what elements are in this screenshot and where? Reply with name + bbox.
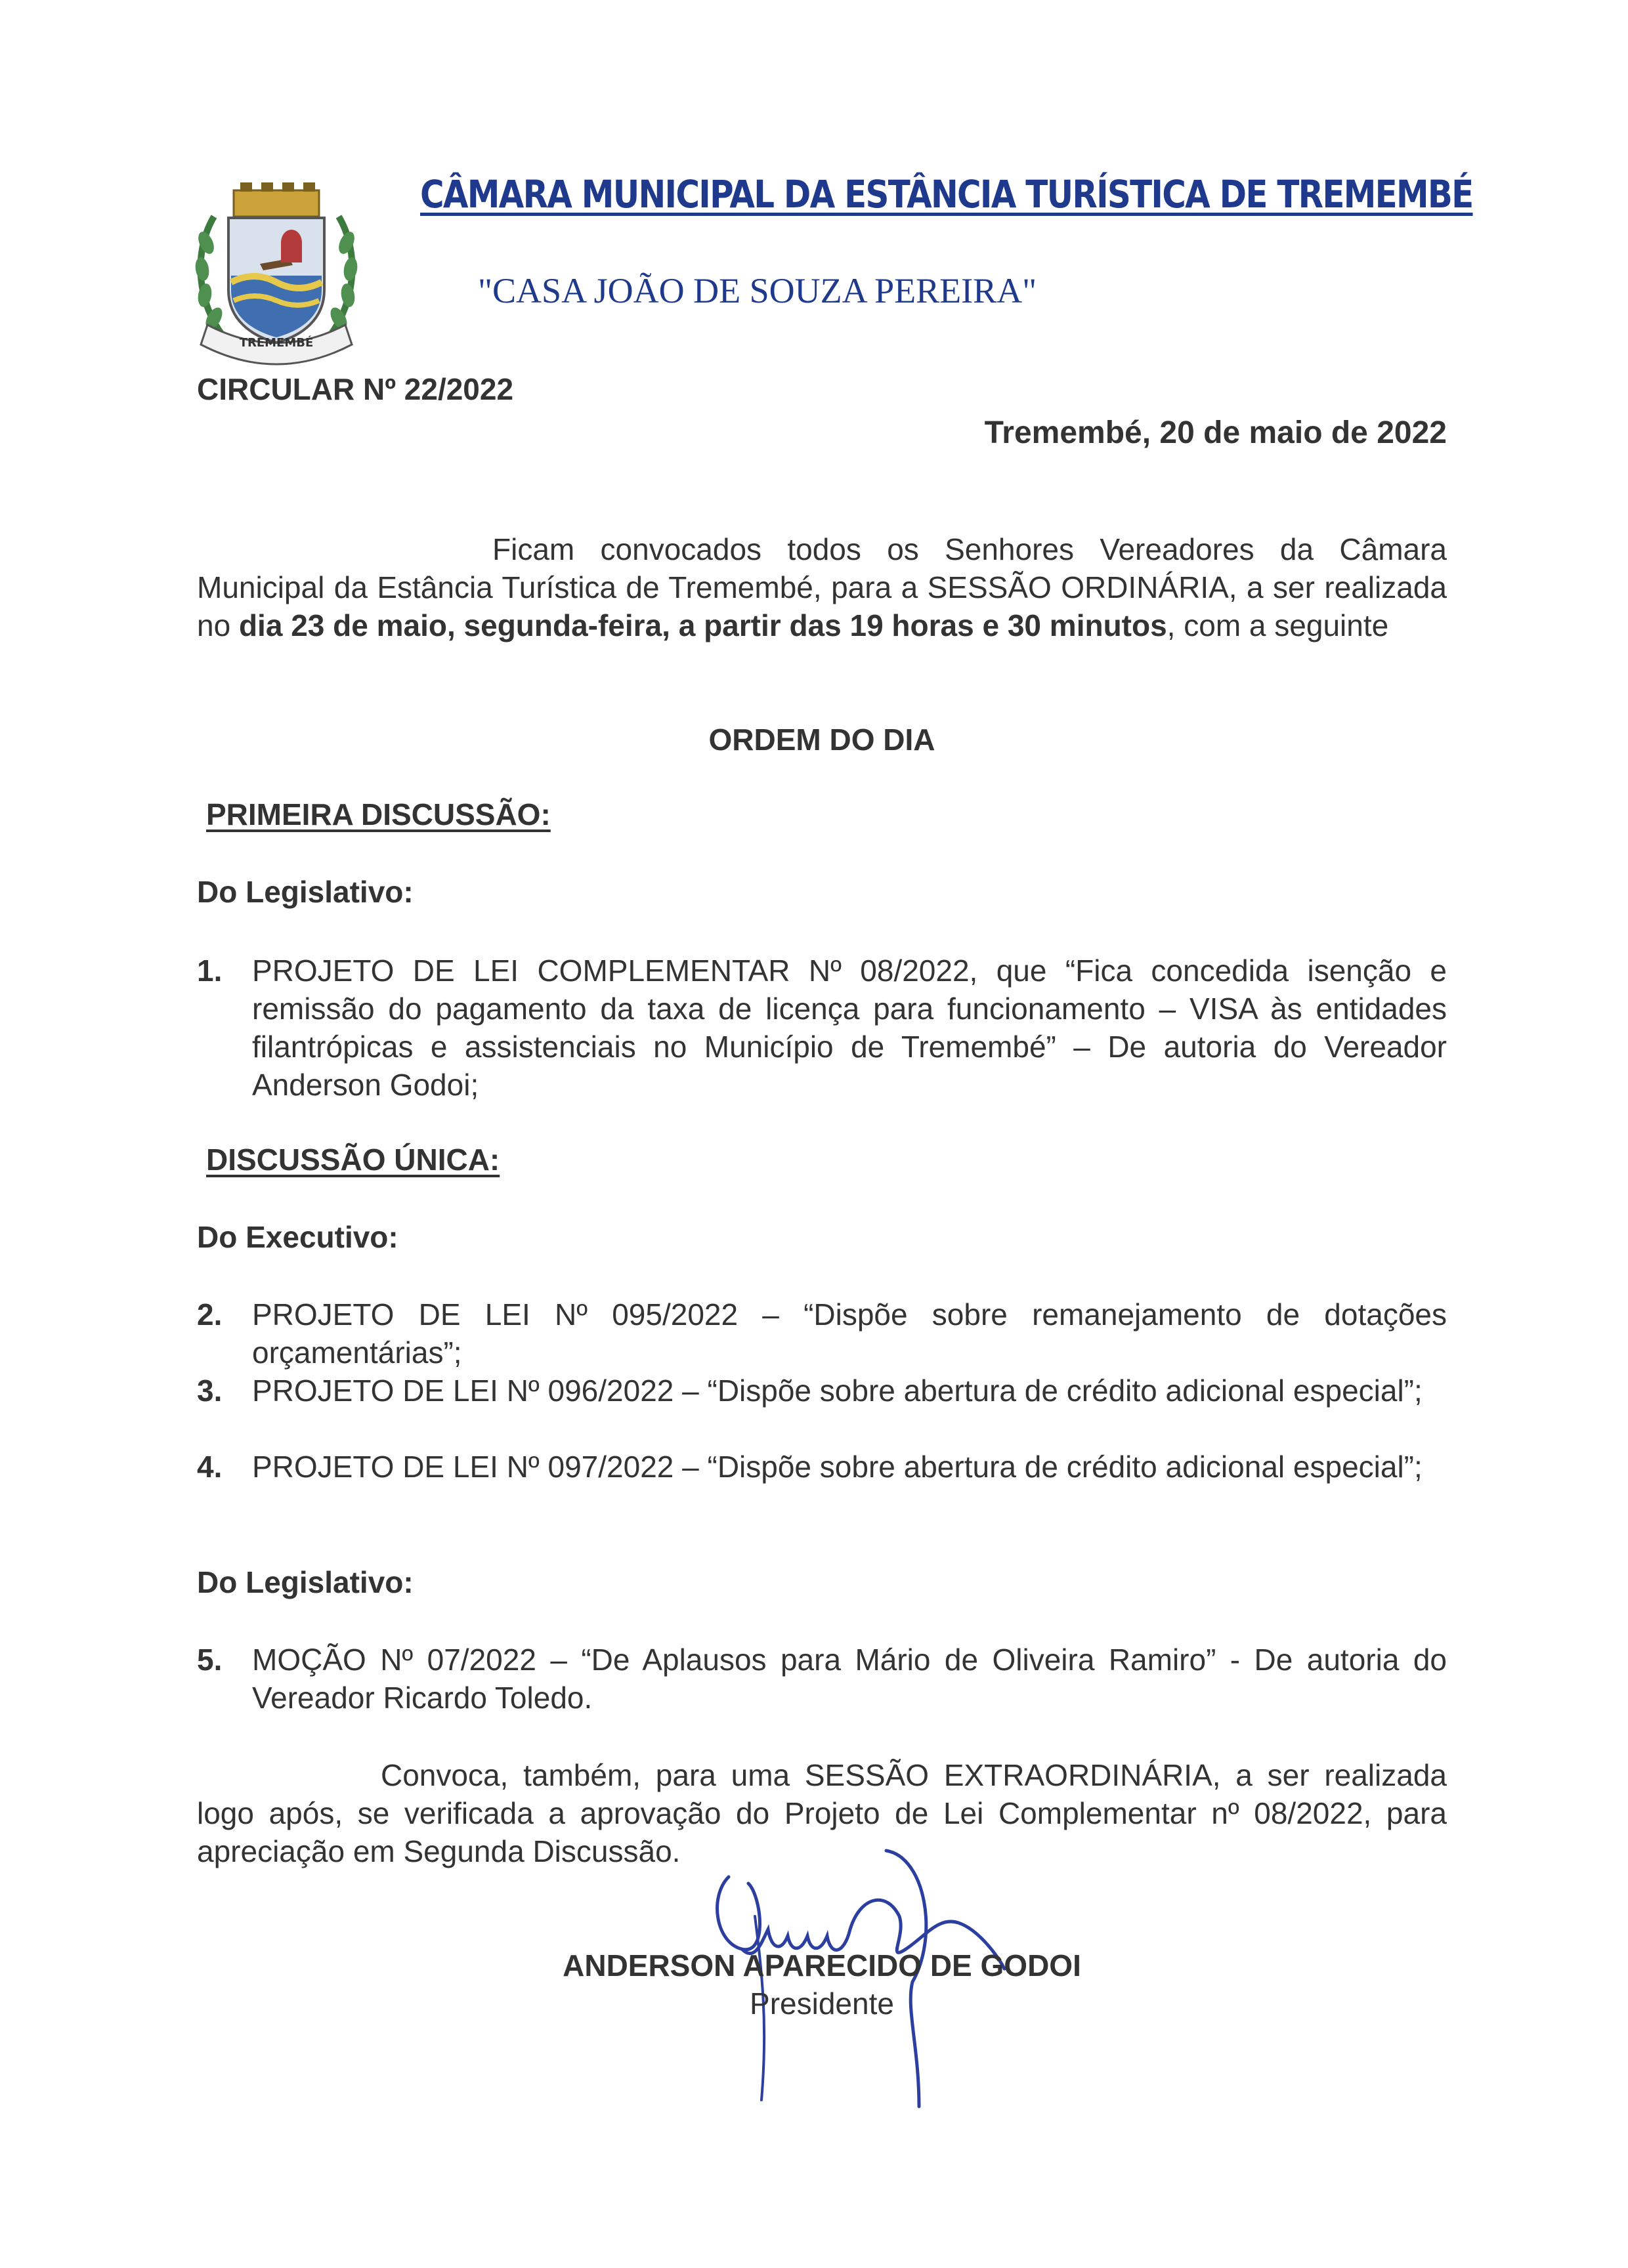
agenda-title: ORDEM DO DIA bbox=[708, 723, 935, 757]
signer-name: ANDERSON APARECIDO DE GODOI bbox=[563, 1948, 1081, 1983]
first-discussion-heading: PRIMEIRA DISCUSSÃO: bbox=[206, 797, 551, 831]
crest-ribbon-text: TREMEMBÉ bbox=[239, 336, 314, 350]
item-text: PROJETO DE LEI Nº 095/2022 – “Dispõe sobre remanejamento de dotações orçamentárias”; bbox=[252, 1297, 1447, 1370]
document-date: Tremembé, 20 de maio de 2022 bbox=[984, 415, 1447, 450]
agenda-item-5 bbox=[197, 1641, 1447, 1717]
single-discussion-heading: DISCUSSÃO ÚNICA: bbox=[206, 1143, 500, 1177]
convocation-text: Ficam convocados todos os Senhores Vereadores da Câmara Municipal da Estância Turística de Tremembé, para a SESSÃO ORDINÁRIA, a ser realizada no bbox=[197, 532, 1447, 642]
item-number: 3. bbox=[197, 1374, 223, 1408]
signer-role: Presidente bbox=[750, 1986, 894, 2021]
item-number: 2. bbox=[197, 1297, 223, 1332]
legislative-heading-1: Do Legislativo: bbox=[197, 875, 414, 909]
extraordinary-session-text: Convoca, também, para uma SESSÃO EXTRAORDINÁRIA, a ser realizada logo após, se verificada a aprovação do Projeto de Lei Complementar nº 08/2022, para apreciação em Segunda Discussão. bbox=[197, 1758, 1447, 1868]
executive-heading: Do Executivo: bbox=[197, 1220, 398, 1254]
session-datetime: dia 23 de maio, segunda-feira, a partir das 19 horas e 30 minutos bbox=[238, 608, 1167, 642]
agenda-item-3 bbox=[197, 1372, 1447, 1410]
convocation-paragraph bbox=[197, 530, 1447, 644]
legislative-heading-2: Do Legislativo: bbox=[197, 1565, 414, 1599]
house-name: "CASA JOÃO DE SOUZA PEREIRA" bbox=[478, 271, 1037, 310]
circular-number: CIRCULAR Nº 22/2022 bbox=[197, 372, 514, 406]
chamber-title: CÂMARA MUNICIPAL DA ESTÂNCIA TURÍSTICA DE TREMEMBÉ bbox=[420, 172, 1473, 217]
item-text: PROJETO DE LEI Nº 096/2022 – “Dispõe sobre abertura de crédito adicional especial”; bbox=[252, 1374, 1423, 1408]
agenda-item-2 bbox=[197, 1295, 1447, 1372]
convocation-tail: , com a seguinte bbox=[1167, 608, 1389, 642]
item-number: 4. bbox=[197, 1450, 223, 1484]
agenda-item-4 bbox=[197, 1448, 1447, 1486]
item-number: 1. bbox=[197, 954, 223, 988]
item-text: PROJETO DE LEI COMPLEMENTAR Nº 08/2022, que “Fica concedida isenção e remissão do pagamento da taxa de licença para funcionamento – VISA às entidades filantrópicas e assistenciais no Município de Tremembé” – De autoria do Vereador Anderson Godoi; bbox=[252, 954, 1447, 1102]
agenda-item-1 bbox=[197, 952, 1447, 1104]
item-text: MOÇÃO Nº 07/2022 – “De Aplausos para Mário de Oliveira Ramiro” - De autoria do Vereador Ricardo Toledo. bbox=[252, 1643, 1447, 1715]
item-number: 5. bbox=[197, 1643, 223, 1677]
item-text: PROJETO DE LEI Nº 097/2022 – “Dispõe sobre abertura de crédito adicional especial”; bbox=[252, 1450, 1423, 1484]
municipal-crest-icon bbox=[188, 177, 365, 368]
